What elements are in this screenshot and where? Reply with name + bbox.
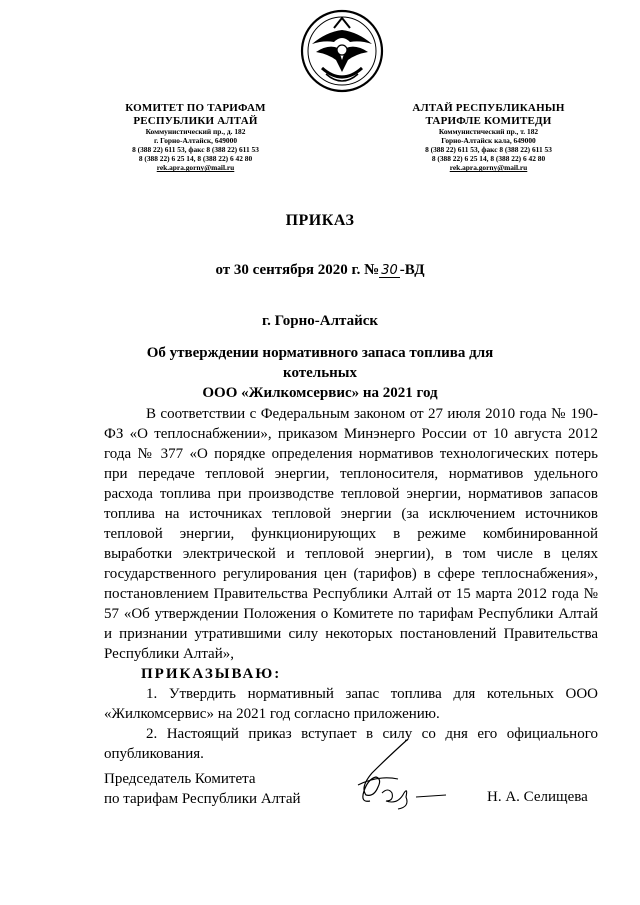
order-date-number bbox=[0, 262, 640, 279]
phones-line2: 8 (388 22) 6 25 14, 8 (388 22) 6 42 80 bbox=[138, 154, 253, 164]
city-name: г. Горно-Алтайск bbox=[261, 313, 379, 329]
address-line2: Горно-Алтайск кала, 649000 bbox=[441, 136, 536, 146]
order-number-handwritten: 30 bbox=[381, 263, 398, 278]
org-name-line2: РЕСПУБЛИКИ АЛТАЙ bbox=[133, 114, 258, 127]
order-item-1: 1. Утвердить нормативный запас топлива для котельных ООО «Жилкомсервис» на 2021 год согласно приложению. bbox=[104, 686, 598, 722]
signatory-name: Н. А. Селищева bbox=[487, 789, 588, 805]
email-link[interactable]: rek.apra.gorny@mail.ru bbox=[449, 163, 528, 173]
address-line1: Коммунистический пр., т. 182 bbox=[438, 127, 539, 137]
signatory-position bbox=[104, 769, 301, 809]
document-title: ПРИКАЗ bbox=[285, 212, 355, 229]
order-keyword: ПРИКАЗЫВАЮ: bbox=[141, 666, 282, 682]
handwritten-signature-icon bbox=[338, 735, 448, 815]
org-name-line1: АЛТАЙ РЕСПУБЛИКАНЫН bbox=[412, 102, 565, 114]
order-number-suffix: -ВД bbox=[399, 262, 425, 278]
email-link[interactable]: rek.apra.gorny@mail.ru bbox=[156, 163, 235, 173]
position-line1: Председатель Комитета bbox=[104, 771, 256, 787]
org-name-line1: КОМИТЕТ ПО ТАРИФАМ bbox=[125, 102, 266, 114]
order-date: от 30 сентября 2020 г. № bbox=[215, 262, 380, 278]
order-body bbox=[104, 404, 598, 764]
position-line2: по тарифам Республики Алтай bbox=[104, 791, 301, 807]
phones-line1: 8 (388 22) 611 53, факс 8 (388 22) 611 53 bbox=[425, 145, 552, 155]
org-name-line2: ТАРИФЛЕ КОМИТЕДИ bbox=[425, 114, 552, 127]
republic-emblem-icon bbox=[298, 8, 386, 94]
address-line2: г. Горно-Алтайск, 649000 bbox=[153, 136, 238, 146]
phones-line2: 8 (388 22) 6 25 14, 8 (388 22) 6 42 80 bbox=[431, 154, 546, 164]
address-line1: Коммунистический пр., д. 182 bbox=[145, 127, 246, 137]
header-left-ru bbox=[73, 102, 318, 172]
subject-line1: Об утверждении нормативного запаса топлива для котельных bbox=[146, 345, 494, 381]
order-subject bbox=[120, 343, 520, 403]
preamble-paragraph: В соответствии с Федеральным законом от 27 июля 2010 года № 190-ФЗ «О теплоснабжении», приказом Минэнерго России от 10 августа 2012 года № 377 «О порядке определения нормативов технологических потерь при передаче тепловой энергии, теплоносителя, нормативов удельного расхода топлива при производстве тепловой энергии, нормативов запасов топлива на источниках тепловой энергии (за исключением источников тепловой энергии, функционирующих в режиме комбинированной выработки электрической и тепловой энергии), в том числе в целях государственного регулирования цен (тарифов) в сфере теплоснабжения», постановлением Правительства Республики Алтай от 15 марта 2012 года № 57 «Об утверждении Положения о Комитете по тарифам Республики Алтай и признании утратившими силу некоторых постановлений Правительства Республики Алтай», bbox=[104, 406, 598, 662]
phones-line1: 8 (388 22) 611 53, факс 8 (388 22) 611 53 bbox=[132, 145, 259, 155]
order-item-2: 2. Настоящий приказ вступает в силу со дня его официального опубликования. bbox=[104, 726, 598, 762]
subject-line2: ООО «Жилкомсервис» на 2021 год bbox=[202, 385, 438, 401]
header-right-alt bbox=[366, 102, 611, 172]
